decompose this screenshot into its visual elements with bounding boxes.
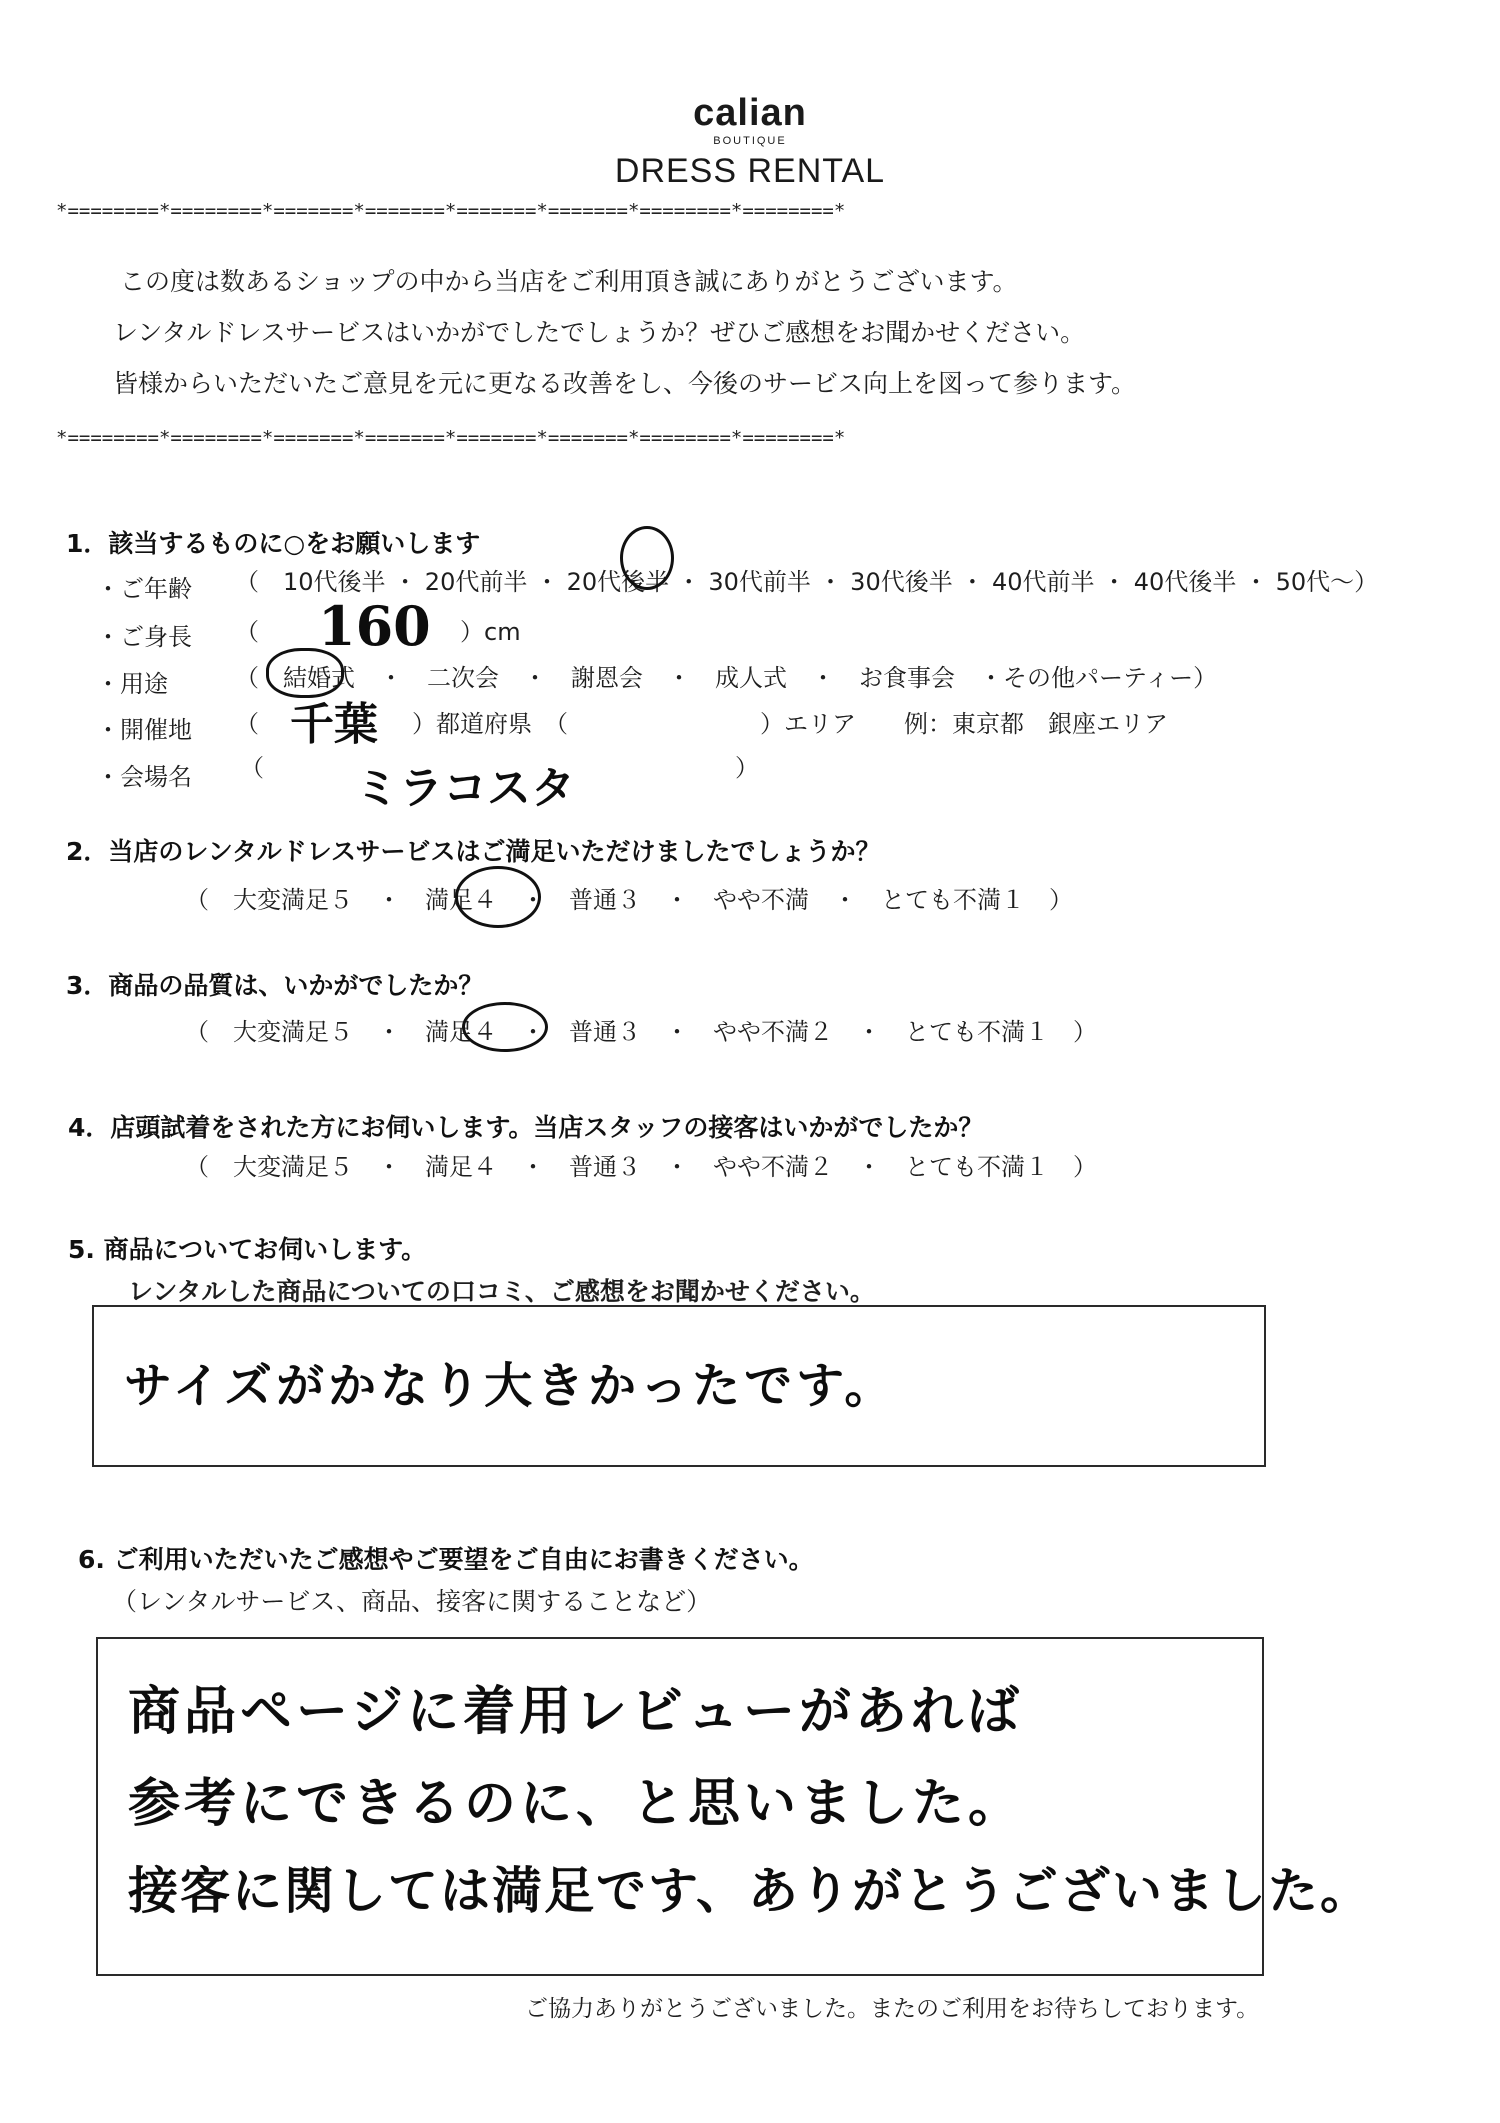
location-pref-and-area: ）都道府県 （ bbox=[412, 710, 568, 738]
venue-label: ・会場名 bbox=[96, 763, 192, 791]
location-area-example: ）エリア 例：東京都 銀座エリア bbox=[760, 710, 1168, 738]
service-title: DRESS RENTAL bbox=[614, 152, 886, 190]
height-label: ・ご身長 bbox=[96, 623, 192, 651]
location-label: ・開催地 bbox=[96, 716, 192, 744]
q6-answer-line-2: 参考にできるのに、と思いました。 bbox=[128, 1773, 1025, 1834]
q6-answer-line-1: 商品ページに着用レビューがあれば bbox=[128, 1681, 1023, 1742]
q3-selection-circle bbox=[462, 1002, 548, 1052]
q2-title: 2．当店のレンタルドレスサービスはご満足いただけましたでしょうか？ bbox=[66, 837, 881, 866]
location-open-paren: （ bbox=[235, 710, 259, 738]
q4-title: 4．店頭試着をされた方にお伺いします。当店スタッフの接客はいかがでしたか？ bbox=[68, 1113, 984, 1142]
q2-options: （ 大変満足５ ・ 満足４ ・ 普通３ ・ やや不満 ・ とても不満１ ） bbox=[185, 886, 1073, 914]
age-selection-circle bbox=[620, 526, 674, 590]
age-label: ・ご年齢 bbox=[96, 575, 192, 603]
height-value: 160 bbox=[318, 594, 431, 658]
intro-line-2: レンタルドレスサービスはいかがでしたでしょうか？ぜひご感想をお聞かせください。 bbox=[113, 318, 1086, 347]
q4-options: （ 大変満足５ ・ 満足４ ・ 普通３ ・ やや不満２ ・ とても不満１ ） bbox=[185, 1153, 1097, 1181]
height-unit: ）cm bbox=[460, 618, 521, 646]
q6-answer-box bbox=[96, 1637, 1372, 1976]
q5-answer: サイズがかなり大きかったです。 bbox=[124, 1358, 897, 1414]
footer-thanks: ご協力ありがとうございました。またのご利用をお待ちしております。 bbox=[525, 1996, 1260, 2022]
brand-subtitle: BOUTIQUE bbox=[713, 135, 787, 147]
height-open-paren: （ bbox=[235, 618, 259, 646]
purpose-options: （ 結婚式 ・ 二次会 ・ 謝恩会 ・ 成人式 ・ お食事会 ・その他パーティー） bbox=[235, 664, 1218, 692]
divider-bottom: *========*========*=======*=======*=======*=======*========*========* bbox=[56, 427, 846, 449]
q2-selection-circle bbox=[455, 866, 541, 928]
q6-title: 6. ご利用いただいたご感想やご要望をご自由にお書きください。 bbox=[78, 1545, 814, 1574]
intro-line-3: 皆様からいただいたご意見を元に更なる改善をし、今後のサービス向上を図って参ります。 bbox=[113, 369, 1137, 398]
q6-subtitle: （レンタルサービス、商品、接客に関することなど） bbox=[112, 1587, 712, 1616]
q3-title: 3．商品の品質は、いかがでしたか？ bbox=[66, 971, 484, 1000]
q5-title: 5. 商品についてお伺いします。 bbox=[68, 1235, 427, 1264]
venue-value: ミラコスタ bbox=[355, 763, 575, 814]
age-options: （ 10代後半 ・ 20代前半 ・ 20代後半 ・ 30代前半 ・ 30代後半 ・ 40代前半 ・ 40代後半 ・ 50代～） bbox=[235, 568, 1379, 596]
divider-top: *========*========*=======*=======*=======*=======*========*========* bbox=[56, 200, 846, 222]
purpose-label: ・用途 bbox=[96, 670, 168, 698]
q6-answer-line-3: 接客に関しては満足です、ありがとうございました。 bbox=[128, 1861, 1372, 1920]
brand-logo: calian bbox=[693, 92, 807, 134]
intro-line-1: この度は数あるショップの中から当店をご利用頂き誠にありがとうございます。 bbox=[120, 267, 1018, 296]
q1-title: 1．該当するものに○をお願いします bbox=[66, 529, 481, 558]
venue-close-paren: ） bbox=[735, 754, 759, 782]
q5-answer-box bbox=[92, 1305, 1266, 1467]
venue-open-paren: （ bbox=[240, 754, 264, 782]
q3-options: （ 大変満足５ ・ 満足４ ・ 普通３ ・ やや不満２ ・ とても不満１ ） bbox=[185, 1018, 1097, 1046]
q5-subtitle: レンタルした商品についての口コミ、ご感想をお聞かせください。 bbox=[128, 1277, 875, 1306]
location-value: 千葉 bbox=[290, 699, 378, 750]
